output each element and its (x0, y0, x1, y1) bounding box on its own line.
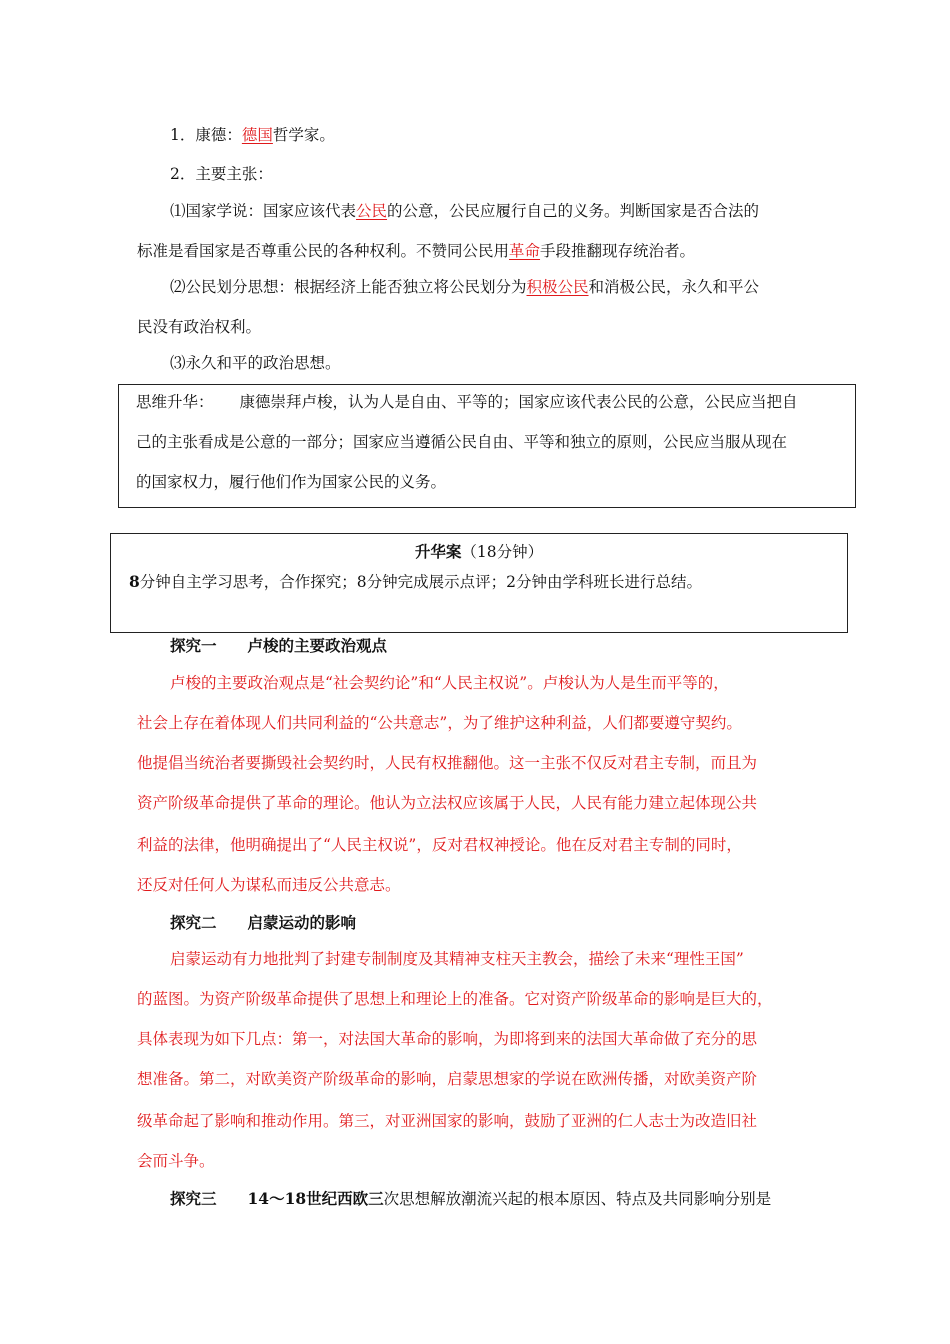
kant-p2-line-2: 民没有政治权利。 (137, 318, 262, 336)
explore1-heading: 探究一 卢梭的主要政治观点 (170, 636, 388, 655)
explore2-line: 启蒙运动有力地批判了封建专制制度及其精神支柱天主教会，描绘了未来“理性王国” (170, 950, 744, 968)
explore1-line: 卢梭的主要政治观点是“社会契约论”和“人民主权说”。卢梭认为人是生而平等的， (170, 674, 729, 692)
kant-line-1: 1．康德：德国哲学家。 (170, 126, 335, 144)
link-active-citizen[interactable]: 积极公民 (526, 278, 589, 296)
explore1-line: 他提倡当统治者要撕毁社会契约时，人民有权推翻他。这一主张不仅反对君主专制，而且为 (137, 754, 758, 772)
link-citizen[interactable]: 公民 (356, 202, 388, 220)
upgrade-box (110, 533, 848, 633)
explore2-heading: 探究二 启蒙运动的影响 (170, 913, 357, 932)
explore1-line: 利益的法律，他明确提出了“人民主权说”，反对君权神授论。他在反对君主专制的同时， (137, 836, 742, 854)
upgrade-title: 升华案（18分钟） (414, 542, 544, 561)
explore2-line: 想准备。第二，对欧美资产阶级革命的影响，启蒙思想家的学说在欧洲传播，对欧美资产阶 (137, 1070, 758, 1088)
kant-p1-line-1: ⑴国家学说：国家应该代表公民的公意，公民应履行自己的义务。判断国家是否合法的 (170, 202, 760, 220)
explore2-line: 级革命起了影响和推动作用。第三，对亚洲国家的影响，鼓励了亚洲的仁人志士为改造旧社 (137, 1112, 758, 1130)
link-revolution[interactable]: 革命 (509, 242, 541, 260)
thinking-box (118, 384, 856, 508)
explore2-line: 的蓝图。为资产阶级革命提供了思想上和理论上的准备。它对资产阶级革命的影响是巨大的， (137, 990, 773, 1008)
thinking-line-3: 的国家权力，履行他们作为国家公民的义务。 (136, 473, 447, 491)
explore3-heading: 探究三 14～18世纪西欧三次思想解放潮流兴起的根本原因、特点及共同影响分别是 (170, 1189, 772, 1208)
explore1-line: 资产阶级革命提供了革命的理论。他认为立法权应该属于人民，人民有能力建立起体现公共 (137, 794, 758, 812)
kant-p2-line-1: ⑵公民划分思想：根据经济上能否独立将公民划分为积极公民和消极公民，永久和平公 (170, 278, 760, 296)
upgrade-text: 8分钟自主学习思考，合作探究；8分钟完成展示点评；2分钟由学科班长进行总结。 (129, 572, 703, 591)
explore1-line: 社会上存在着体现人们共同利益的“公共意志”，为了维护这种利益，人们都要遵守契约。 (137, 714, 742, 732)
thinking-label: 思维升华： (136, 393, 214, 411)
explore2-line: 会而斗争。 (137, 1152, 215, 1170)
kant-p3: ⑶永久和平的政治思想。 (170, 354, 341, 372)
kant-p1-line-2: 标准是看国家是否尊重公民的各种权利。不赞同公民用革命手段推翻现存统治者。 (137, 242, 696, 260)
link-germany[interactable]: 德国 (241, 126, 273, 144)
explore1-line: 还反对任何人为谋私而违反公共意志。 (137, 876, 401, 894)
kant-line-2: 2．主要主张： (170, 165, 273, 183)
thinking-line-2: 己的主张看成是公意的一部分；国家应当遵循公民自由、平等和独立的原则，公民应当服从现在 (136, 433, 788, 451)
explore2-line: 具体表现为如下几点：第一，对法国大革命的影响，为即将到来的法国大革命做了充分的思 (137, 1030, 758, 1048)
thinking-line-1: 思维升华： 康德崇拜卢梭，认为人是自由、平等的；国家应该代表公民的公意，公民应当把自 (136, 393, 798, 411)
